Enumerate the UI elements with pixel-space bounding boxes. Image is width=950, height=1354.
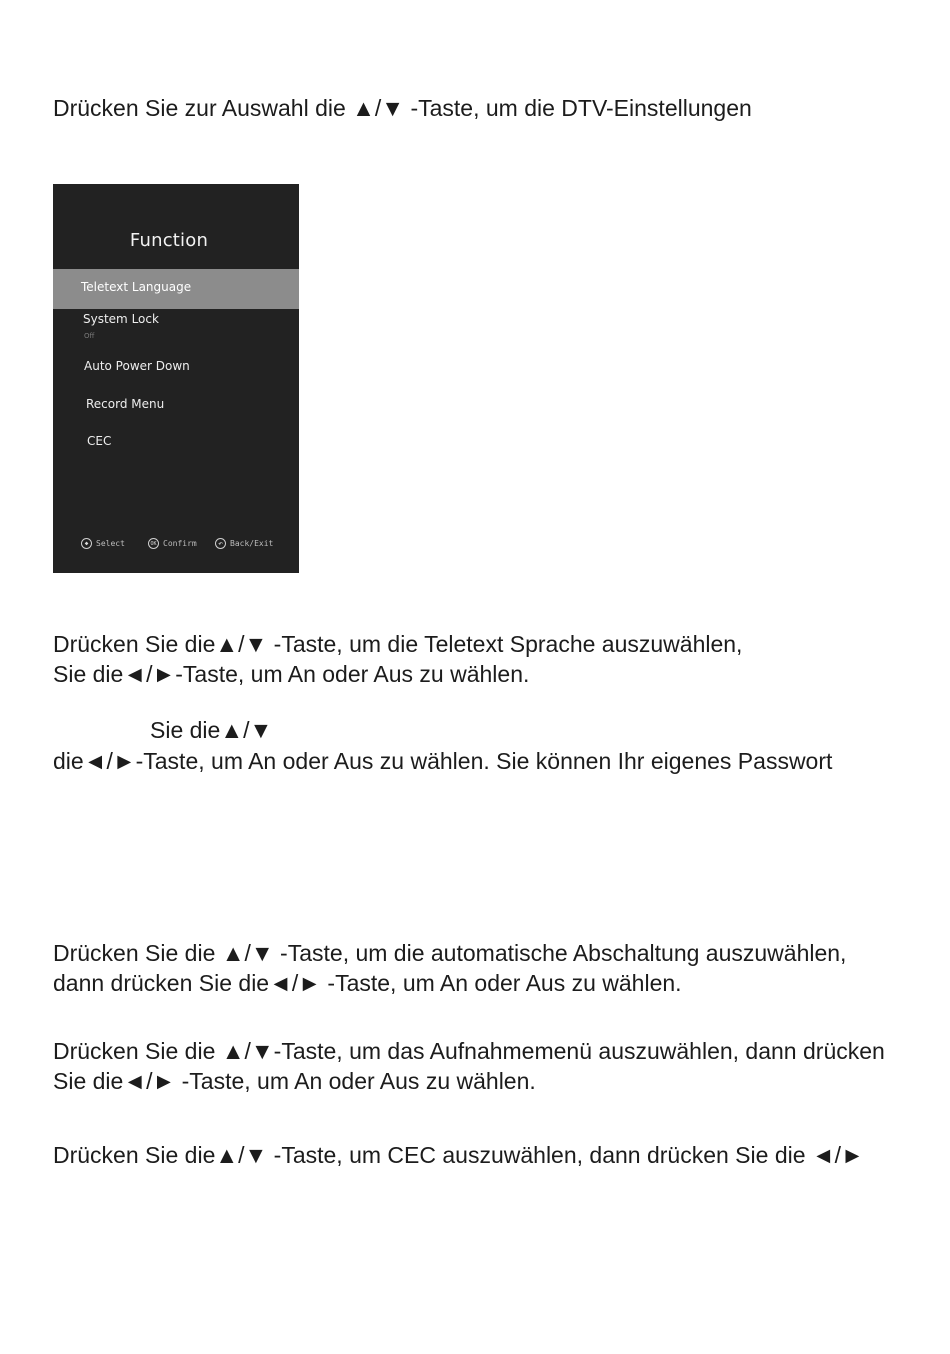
menu-item-value: Off [84, 332, 95, 340]
footer-back-label: Back/Exit [230, 539, 274, 548]
record-menu-instruction-line-1: Drücken Sie die ▲/▼-Taste, um das Aufnahmemenü auszuwählen, dann drücken [53, 1038, 885, 1064]
navigate-icon: ◆ [81, 538, 92, 549]
menu-item-label: CEC [87, 434, 112, 448]
footer-confirm-label: Confirm [163, 539, 197, 548]
menu-item-record-menu[interactable] [86, 397, 164, 411]
auto-power-instruction-line-2: dann drücken Sie die◄/► -Taste, um An oder Aus zu wählen. [53, 970, 682, 996]
auto-power-instruction-line-1: Drücken Sie die ▲/▼ -Taste, um die automatische Abschaltung auszuwählen, [53, 940, 847, 966]
menu-item-cec[interactable] [87, 434, 111, 448]
menu-item-label: Auto Power Down [84, 359, 190, 373]
menu-item-teletext-language[interactable] [81, 280, 191, 294]
teletext-instruction-line-2: Sie die◄/►-Taste, um An oder Aus zu wählen. [53, 661, 530, 687]
function-menu-screenshot [53, 184, 299, 573]
teletext-instruction-line-1: Drücken Sie die▲/▼ -Taste, um die Teletext Sprache auszuwählen, [53, 631, 743, 657]
menu-item-label: Record Menu [86, 397, 165, 411]
intro-text: Drücken Sie zur Auswahl die ▲/▼ -Taste, um die DTV-Einstellungen [53, 95, 752, 121]
system-lock-instruction-line-2: die◄/►-Taste, um An oder Aus zu wählen. Sie können Ihr eigenes Passwort [53, 748, 833, 774]
menu-title: Function [129, 230, 209, 251]
menu-item-system-lock[interactable] [83, 312, 159, 326]
menu-item-label: System Lock [83, 312, 159, 326]
footer-select [81, 538, 125, 549]
system-lock-instruction-line-1: Sie die▲/▼ [150, 717, 273, 743]
back-arrow-icon: ↶ [215, 538, 226, 549]
record-menu-instruction-line-2: Sie die◄/► -Taste, um An oder Aus zu wählen. [53, 1068, 536, 1094]
menu-item-label: Teletext Language [81, 280, 192, 294]
ok-icon: OK [148, 538, 159, 549]
cec-instruction-line-1: Drücken Sie die▲/▼ -Taste, um CEC auszuwählen, dann drücken Sie die ◄/► [53, 1142, 864, 1168]
footer-confirm [148, 538, 197, 549]
menu-item-auto-power-down[interactable] [84, 359, 190, 373]
footer-select-label: Select [96, 539, 125, 548]
footer-back [215, 538, 273, 549]
